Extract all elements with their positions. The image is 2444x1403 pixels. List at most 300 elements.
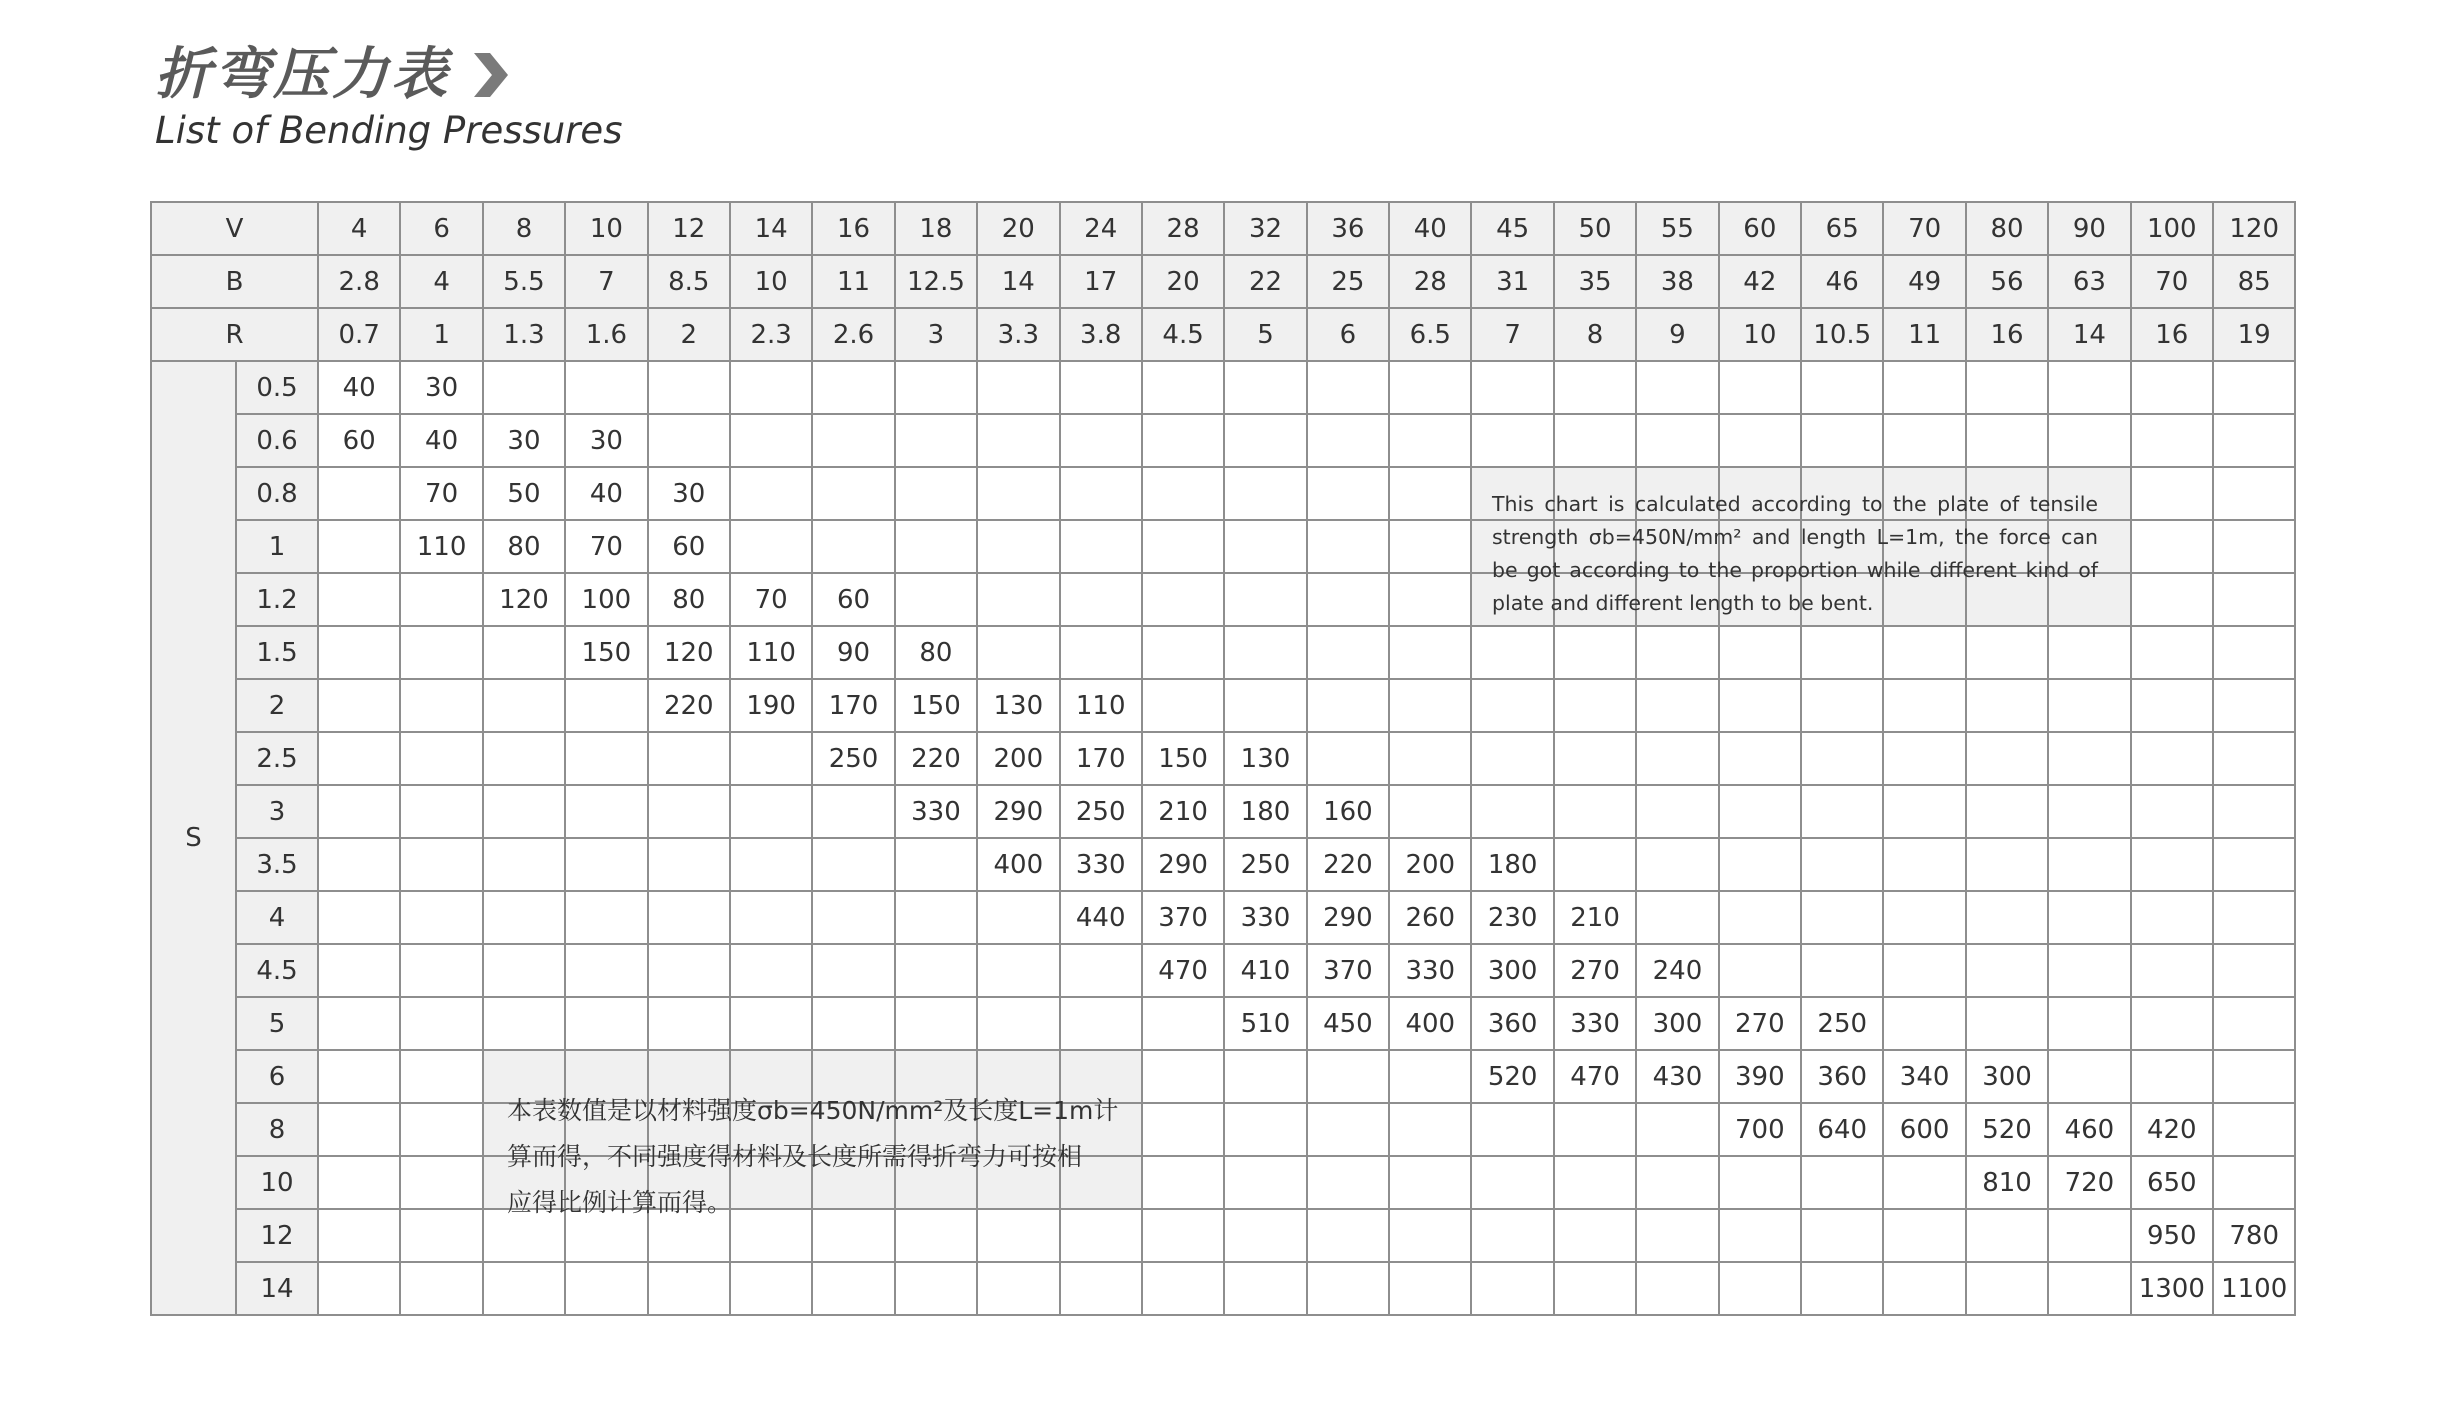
table-cell	[1883, 785, 1965, 838]
table-cell: 100	[565, 573, 647, 626]
table-cell: 300	[1471, 944, 1553, 997]
table-cell	[1142, 1156, 1224, 1209]
table-cell: 150	[565, 626, 647, 679]
table-cell	[1224, 1209, 1306, 1262]
table-cell: 640	[1801, 1103, 1883, 1156]
table-cell: 8	[483, 202, 565, 255]
table-cell	[1636, 361, 1718, 414]
table-cell	[1471, 1262, 1553, 1315]
table-cell	[2213, 1103, 2295, 1156]
header	[155, 42, 622, 152]
table-cell	[400, 1103, 482, 1156]
table-cell: 270	[1719, 997, 1801, 1050]
table-cell	[2131, 997, 2213, 1050]
table-cell	[565, 838, 647, 891]
table-cell	[1060, 573, 1142, 626]
table-cell	[318, 1156, 400, 1209]
table-cell: 520	[1966, 1103, 2048, 1156]
table-cell	[1966, 732, 2048, 785]
table-cell	[1224, 1050, 1306, 1103]
table-cell: 17	[1060, 255, 1142, 308]
table-cell	[730, 414, 812, 467]
table-cell	[318, 573, 400, 626]
table-cell: 200	[977, 732, 1059, 785]
table-cell: 180	[1224, 785, 1306, 838]
table-cell	[565, 944, 647, 997]
table-cell	[565, 732, 647, 785]
table-cell	[977, 944, 1059, 997]
bending-pressure-table	[150, 201, 2296, 1316]
table-cell: 80	[483, 520, 565, 573]
table-cell: 30	[648, 467, 730, 520]
table-cell	[1554, 1262, 1636, 1315]
table-cell: 3.3	[977, 308, 1059, 361]
table-cell	[1966, 414, 2048, 467]
table-cell	[2213, 414, 2295, 467]
table-cell	[1389, 1209, 1471, 1262]
table-cell: 60	[648, 520, 730, 573]
table-cell: 160	[1307, 785, 1389, 838]
table-cell	[2048, 732, 2130, 785]
table-cell: 100	[2131, 202, 2213, 255]
thickness-label: 14	[236, 1262, 318, 1315]
table-cell	[2048, 361, 2130, 414]
thickness-label: 0.8	[236, 467, 318, 520]
table-row	[151, 838, 2295, 891]
table-cell: 290	[977, 785, 1059, 838]
table-cell: 1100	[2213, 1262, 2295, 1315]
table-cell	[400, 573, 482, 626]
table-cell	[648, 414, 730, 467]
table-cell	[1719, 944, 1801, 997]
table-cell: 14	[730, 202, 812, 255]
table-cell: 1300	[2131, 1262, 2213, 1315]
table-cell: 220	[1307, 838, 1389, 891]
table-cell	[1883, 679, 1965, 732]
table-cell	[1801, 944, 1883, 997]
table-cell: 230	[1471, 891, 1553, 944]
table-cell	[1142, 1050, 1224, 1103]
table-cell	[2048, 1209, 2130, 1262]
table-cell	[1060, 997, 1142, 1050]
table-cell: 720	[2048, 1156, 2130, 1209]
table-cell	[895, 997, 977, 1050]
table-cell: 31	[1471, 255, 1553, 308]
table-cell	[2131, 626, 2213, 679]
table-cell: 10	[1719, 308, 1801, 361]
table-cell: 10	[565, 202, 647, 255]
table-cell	[730, 520, 812, 573]
table-cell: 410	[1224, 944, 1306, 997]
table-cell	[483, 944, 565, 997]
table-cell	[1389, 1156, 1471, 1209]
table-cell	[1142, 1103, 1224, 1156]
table-cell: 2.8	[318, 255, 400, 308]
table-cell	[1307, 361, 1389, 414]
table-cell: 330	[1224, 891, 1306, 944]
table-cell	[1883, 997, 1965, 1050]
table-cell: 430	[1636, 1050, 1718, 1103]
table-cell	[318, 732, 400, 785]
table-cell	[977, 626, 1059, 679]
table-cell	[400, 732, 482, 785]
thickness-label: 5	[236, 997, 318, 1050]
table-cell	[483, 785, 565, 838]
table-cell	[1801, 626, 1883, 679]
table-cell	[565, 361, 647, 414]
table-cell: 600	[1883, 1103, 1965, 1156]
table-cell: 12	[648, 202, 730, 255]
table-cell	[1966, 361, 2048, 414]
table-cell	[318, 626, 400, 679]
table-cell: 25	[1307, 255, 1389, 308]
table-row	[151, 1262, 2295, 1315]
table-cell	[1224, 1262, 1306, 1315]
table-cell	[2131, 891, 2213, 944]
table-row	[151, 361, 2295, 414]
table-cell	[1142, 361, 1224, 414]
table-cell	[1719, 732, 1801, 785]
table-cell	[1307, 679, 1389, 732]
table-cell: 130	[977, 679, 1059, 732]
table-cell: 210	[1554, 891, 1636, 944]
table-cell: 1.6	[565, 308, 647, 361]
table-cell: 32	[1224, 202, 1306, 255]
table-cell	[812, 891, 894, 944]
table-cell	[648, 997, 730, 1050]
table-cell	[1554, 1103, 1636, 1156]
table-cell	[1471, 361, 1553, 414]
table-cell: 250	[1060, 785, 1142, 838]
table-cell	[318, 1103, 400, 1156]
table-cell	[2048, 838, 2130, 891]
table-cell	[2213, 467, 2295, 520]
table-cell: 650	[2131, 1156, 2213, 1209]
table-cell	[1471, 1103, 1553, 1156]
table-cell	[2213, 838, 2295, 891]
table-row	[151, 1050, 2295, 1103]
table-cell	[812, 361, 894, 414]
table-cell	[648, 944, 730, 997]
table-cell: 250	[1801, 997, 1883, 1050]
table-cell	[1554, 732, 1636, 785]
table-cell	[1636, 785, 1718, 838]
table-cell	[1636, 891, 1718, 944]
table-cell	[1389, 1262, 1471, 1315]
table-cell: 70	[2131, 255, 2213, 308]
table-cell: 340	[1883, 1050, 1965, 1103]
table-cell	[565, 997, 647, 1050]
table-cell	[1307, 1050, 1389, 1103]
table-cell: 10	[730, 255, 812, 308]
table-cell: 4.5	[1142, 308, 1224, 361]
table-cell: 50	[1554, 202, 1636, 255]
table-cell	[1224, 361, 1306, 414]
note-english: This chart is calculated according to the plate of tensile strength σb=450N/mm² and length L=1m, the force can be got according to the proportion while different kind of plate and different length to be bent.	[1492, 492, 2098, 615]
table-cell	[483, 838, 565, 891]
table-cell	[1142, 467, 1224, 520]
table-cell	[977, 361, 1059, 414]
table-cell: 370	[1307, 944, 1389, 997]
table-cell: 210	[1142, 785, 1224, 838]
table-cell	[400, 944, 482, 997]
thickness-label: 1.5	[236, 626, 318, 679]
table-cell: 700	[1719, 1103, 1801, 1156]
table-cell: 470	[1142, 944, 1224, 997]
table-cell	[812, 944, 894, 997]
table-cell: 60	[318, 414, 400, 467]
table-cell	[1389, 414, 1471, 467]
table-cell	[483, 1262, 565, 1315]
table-cell	[895, 414, 977, 467]
table-cell	[318, 1209, 400, 1262]
table-cell	[1224, 626, 1306, 679]
table-cell	[812, 838, 894, 891]
table-cell	[1389, 732, 1471, 785]
table-cell	[2048, 1262, 2130, 1315]
table-cell: 40	[565, 467, 647, 520]
thickness-label: 1.2	[236, 573, 318, 626]
thickness-label: 1	[236, 520, 318, 573]
table-cell	[1966, 626, 2048, 679]
note-chinese: 本表数值是以材料强度σb=450N/mm²及长度L=1m计 算而得，不同强度得材料及长度所需得折弯力可按相 应得比例计算而得。	[507, 1096, 1119, 1217]
table-row	[151, 785, 2295, 838]
table-cell: 80	[895, 626, 977, 679]
table-cell	[2213, 891, 2295, 944]
title-english: List of Bending Pressures	[155, 109, 623, 152]
thickness-label: 0.5	[236, 361, 318, 414]
table-cell	[1224, 1103, 1306, 1156]
table-cell: 120	[2213, 202, 2295, 255]
table-cell	[1307, 1262, 1389, 1315]
table-row	[151, 997, 2295, 1050]
table-cell: 400	[977, 838, 1059, 891]
table-cell	[1719, 361, 1801, 414]
table-cell: 85	[2213, 255, 2295, 308]
table-cell: 60	[812, 573, 894, 626]
table-cell	[483, 997, 565, 1050]
table-cell: 330	[895, 785, 977, 838]
table-cell: 400	[1389, 997, 1471, 1050]
table-cell: 80	[648, 573, 730, 626]
table-cell: 16	[812, 202, 894, 255]
table-cell: 810	[1966, 1156, 2048, 1209]
table-cell	[895, 467, 977, 520]
table-cell: 110	[400, 520, 482, 573]
table-cell: 290	[1142, 838, 1224, 891]
table-cell	[1389, 626, 1471, 679]
table-cell	[1060, 414, 1142, 467]
table-cell	[812, 520, 894, 573]
table-cell: 28	[1142, 202, 1224, 255]
table-cell: 80	[1966, 202, 2048, 255]
table-cell: 11	[1883, 308, 1965, 361]
table-cell	[565, 891, 647, 944]
table-cell	[648, 838, 730, 891]
table-cell: 9	[1636, 308, 1718, 361]
thickness-label: 4.5	[236, 944, 318, 997]
table-row	[151, 626, 2295, 679]
table-cell	[1883, 1156, 1965, 1209]
table-cell	[400, 1262, 482, 1315]
table-cell: 270	[1554, 944, 1636, 997]
table-cell	[2213, 732, 2295, 785]
table-cell	[1801, 1262, 1883, 1315]
thickness-label: 8	[236, 1103, 318, 1156]
table-cell: 10.5	[1801, 308, 1883, 361]
table-cell	[1883, 732, 1965, 785]
table-cell: 300	[1966, 1050, 2048, 1103]
table-cell	[1471, 414, 1553, 467]
table-cell	[1060, 1262, 1142, 1315]
table-cell	[1719, 414, 1801, 467]
table-cell	[1307, 414, 1389, 467]
header-row-b	[151, 255, 2295, 308]
table-row	[151, 679, 2295, 732]
thickness-label: 0.6	[236, 414, 318, 467]
table-cell	[2048, 626, 2130, 679]
table-cell	[1719, 679, 1801, 732]
table-cell: 330	[1554, 997, 1636, 1050]
table-row	[151, 1156, 2295, 1209]
table-cell: 2.3	[730, 308, 812, 361]
table-cell	[730, 1262, 812, 1315]
table-cell	[648, 361, 730, 414]
table-cell: 250	[1224, 838, 1306, 891]
table-cell: 4	[400, 255, 482, 308]
table-cell	[318, 785, 400, 838]
table-cell: 40	[1389, 202, 1471, 255]
table-cell: 250	[812, 732, 894, 785]
table-cell	[1060, 520, 1142, 573]
table-cell: 180	[1471, 838, 1553, 891]
table-cell	[1471, 732, 1553, 785]
table-cell: 30	[565, 414, 647, 467]
table-cell	[1142, 1209, 1224, 1262]
table-cell: 65	[1801, 202, 1883, 255]
thickness-label: 6	[236, 1050, 318, 1103]
table-cell: 70	[1883, 202, 1965, 255]
table-cell: 2	[648, 308, 730, 361]
table-cell: 22	[1224, 255, 1306, 308]
title-chinese	[155, 42, 622, 108]
table-cell: 30	[483, 414, 565, 467]
table-cell	[1471, 1209, 1553, 1262]
table-row	[151, 891, 2295, 944]
table-cell	[1471, 679, 1553, 732]
table-cell: 440	[1060, 891, 1142, 944]
table-cell	[565, 785, 647, 838]
table-cell	[1883, 414, 1965, 467]
table-cell	[895, 944, 977, 997]
thickness-label: 3	[236, 785, 318, 838]
table-cell	[1883, 626, 1965, 679]
table-cell	[1554, 785, 1636, 838]
table-cell	[977, 520, 1059, 573]
table-cell	[400, 1156, 482, 1209]
table-cell: 20	[977, 202, 1059, 255]
table-cell	[1719, 626, 1801, 679]
table-cell	[1966, 838, 2048, 891]
table-cell: 220	[648, 679, 730, 732]
table-cell	[1636, 414, 1718, 467]
table-cell	[2131, 732, 2213, 785]
table-cell: 150	[1142, 732, 1224, 785]
table-cell	[1142, 1262, 1224, 1315]
table-cell	[895, 573, 977, 626]
table-cell	[2213, 626, 2295, 679]
table-cell	[1636, 1103, 1718, 1156]
table-cell: 220	[895, 732, 977, 785]
table-cell	[1142, 626, 1224, 679]
table-cell	[977, 414, 1059, 467]
table-cell	[812, 997, 894, 1050]
table-cell	[2213, 997, 2295, 1050]
table-cell: 12.5	[895, 255, 977, 308]
thickness-label: 3.5	[236, 838, 318, 891]
table-cell: 28	[1389, 255, 1471, 308]
table-cell	[1801, 1209, 1883, 1262]
table-cell	[1554, 361, 1636, 414]
table-cell: 7	[1471, 308, 1553, 361]
table-cell	[1801, 891, 1883, 944]
table-cell	[1966, 997, 2048, 1050]
table-cell	[400, 838, 482, 891]
table-cell: 120	[648, 626, 730, 679]
table-cell: 5.5	[483, 255, 565, 308]
table-cell	[812, 1262, 894, 1315]
table-cell	[1307, 732, 1389, 785]
table-cell	[2131, 1050, 2213, 1103]
table-cell	[2131, 467, 2213, 520]
table-cell: 70	[730, 573, 812, 626]
table-cell	[1142, 414, 1224, 467]
table-cell	[1224, 573, 1306, 626]
row-label: B	[151, 255, 318, 308]
table-cell	[2213, 573, 2295, 626]
table-cell: 60	[1719, 202, 1801, 255]
table-cell	[483, 361, 565, 414]
table-cell: 470	[1554, 1050, 1636, 1103]
table-cell	[1389, 679, 1471, 732]
table-cell	[1060, 361, 1142, 414]
table-cell	[1966, 1209, 2048, 1262]
table-cell	[318, 467, 400, 520]
table-cell	[1389, 785, 1471, 838]
table-cell	[1719, 838, 1801, 891]
thickness-label: 10	[236, 1156, 318, 1209]
table-cell: 56	[1966, 255, 2048, 308]
table-cell	[1554, 679, 1636, 732]
table-cell	[895, 520, 977, 573]
table-cell	[400, 891, 482, 944]
table-row	[151, 1103, 2295, 1156]
table-cell	[2131, 361, 2213, 414]
table-cell: 40	[400, 414, 482, 467]
table-cell	[1966, 891, 2048, 944]
table-cell	[400, 1209, 482, 1262]
table-cell	[318, 997, 400, 1050]
table-cell	[400, 997, 482, 1050]
table-cell: 780	[2213, 1209, 2295, 1262]
table-row	[151, 732, 2295, 785]
table-cell	[1636, 1209, 1718, 1262]
thickness-label: 12	[236, 1209, 318, 1262]
table-cell: 14	[2048, 308, 2130, 361]
table-cell	[2131, 679, 2213, 732]
table-cell: 170	[812, 679, 894, 732]
table-cell	[318, 891, 400, 944]
